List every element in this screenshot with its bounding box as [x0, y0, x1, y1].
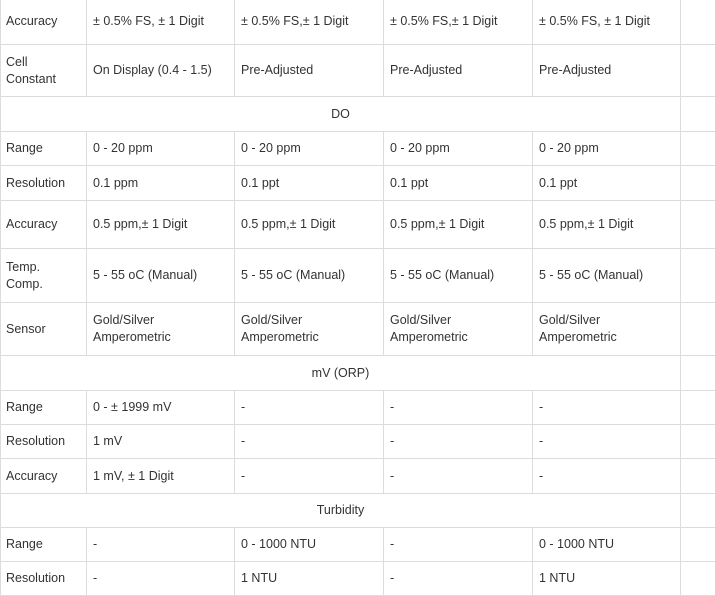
table-row — [1, 391, 715, 425]
table-cell: 0 - ± 1999 mV — [87, 391, 235, 425]
table-cell: ± 0.5% FS, ± 1 Digit — [533, 0, 681, 45]
row-label: Accuracy — [1, 201, 87, 249]
empty-cell — [681, 528, 715, 562]
table-cell: Gold/Silver Amperometric — [384, 303, 533, 356]
table-cell: On Display (0.4 - 1.5) — [87, 45, 235, 97]
section-header: Turbidity — [1, 494, 681, 528]
section-header: DO — [1, 97, 681, 132]
empty-cell — [681, 459, 715, 494]
empty-cell — [681, 0, 715, 45]
table-cell: 1 NTU — [533, 562, 681, 596]
empty-cell — [681, 562, 715, 596]
table-row — [1, 166, 715, 201]
table-cell: - — [384, 528, 533, 562]
table-row — [1, 459, 715, 494]
table-cell: 0.1 ppt — [533, 166, 681, 201]
table-cell: 0 - 1000 NTU — [533, 528, 681, 562]
table-cell: Gold/Silver Amperometric — [235, 303, 384, 356]
table-row — [1, 303, 715, 356]
table-cell: Gold/Silver Amperometric — [533, 303, 681, 356]
table-cell: ± 0.5% FS,± 1 Digit — [235, 0, 384, 45]
row-label: Sensor — [1, 303, 87, 356]
empty-cell — [681, 494, 715, 528]
table-row — [1, 45, 715, 97]
table-cell: ± 0.5% FS, ± 1 Digit — [87, 0, 235, 45]
empty-cell — [681, 356, 715, 391]
empty-cell — [681, 249, 715, 303]
table-cell: 0.5 ppm,± 1 Digit — [87, 201, 235, 249]
table-cell: - — [235, 459, 384, 494]
row-label: Temp. Comp. — [1, 249, 87, 303]
table-cell: - — [235, 425, 384, 459]
table-row — [1, 0, 715, 45]
table-row — [1, 249, 715, 303]
empty-cell — [681, 425, 715, 459]
table-cell: 5 - 55 oC (Manual) — [384, 249, 533, 303]
table-row — [1, 425, 715, 459]
table-cell: - — [533, 459, 681, 494]
section-header: mV (ORP) — [1, 356, 681, 391]
table-cell: 0.1 ppm — [87, 166, 235, 201]
section-header-row — [1, 494, 715, 528]
table-cell: 0.5 ppm,± 1 Digit — [235, 201, 384, 249]
empty-cell — [681, 132, 715, 166]
table-cell: - — [235, 391, 384, 425]
table-cell: - — [384, 562, 533, 596]
table-row — [1, 562, 715, 596]
section-header-row — [1, 356, 715, 391]
row-label: Accuracy — [1, 0, 87, 45]
empty-cell — [681, 303, 715, 356]
table-cell: 0.1 ppt — [384, 166, 533, 201]
table-cell: - — [384, 425, 533, 459]
row-label: Range — [1, 391, 87, 425]
table-cell: 1 NTU — [235, 562, 384, 596]
table-cell: Gold/Silver Amperometric — [87, 303, 235, 356]
table-cell: 0 - 1000 NTU — [235, 528, 384, 562]
row-label: Range — [1, 528, 87, 562]
table-cell: - — [533, 391, 681, 425]
table-cell: 0 - 20 ppm — [235, 132, 384, 166]
table-cell: ± 0.5% FS,± 1 Digit — [384, 0, 533, 45]
table-cell: 5 - 55 oC (Manual) — [87, 249, 235, 303]
row-label: Resolution — [1, 425, 87, 459]
table-row — [1, 528, 715, 562]
row-label: Cell Constant — [1, 45, 87, 97]
table-cell: - — [87, 562, 235, 596]
table-cell: - — [533, 425, 681, 459]
section-header-row — [1, 97, 715, 132]
table-row — [1, 132, 715, 166]
table-cell: 5 - 55 oC (Manual) — [533, 249, 681, 303]
table-cell: 1 mV — [87, 425, 235, 459]
table-cell: 0.1 ppt — [235, 166, 384, 201]
table-cell: 0 - 20 ppm — [384, 132, 533, 166]
table-cell: Pre-Adjusted — [384, 45, 533, 97]
table-row — [1, 201, 715, 249]
row-label: Accuracy — [1, 459, 87, 494]
row-label: Resolution — [1, 562, 87, 596]
row-label: Range — [1, 132, 87, 166]
empty-cell — [681, 391, 715, 425]
empty-cell — [681, 201, 715, 249]
table-cell: 5 - 55 oC (Manual) — [235, 249, 384, 303]
table-cell: 0.5 ppm,± 1 Digit — [533, 201, 681, 249]
table-cell: 0.5 ppm,± 1 Digit — [384, 201, 533, 249]
table-cell: - — [87, 528, 235, 562]
table-cell: Pre-Adjusted — [235, 45, 384, 97]
empty-cell — [681, 166, 715, 201]
table-cell: - — [384, 391, 533, 425]
row-label: Resolution — [1, 166, 87, 201]
table-cell: 0 - 20 ppm — [533, 132, 681, 166]
table-cell: - — [384, 459, 533, 494]
empty-cell — [681, 97, 715, 132]
table-cell: Pre-Adjusted — [533, 45, 681, 97]
table-cell: 0 - 20 ppm — [87, 132, 235, 166]
empty-cell — [681, 45, 715, 97]
table-cell: 1 mV, ± 1 Digit — [87, 459, 235, 494]
